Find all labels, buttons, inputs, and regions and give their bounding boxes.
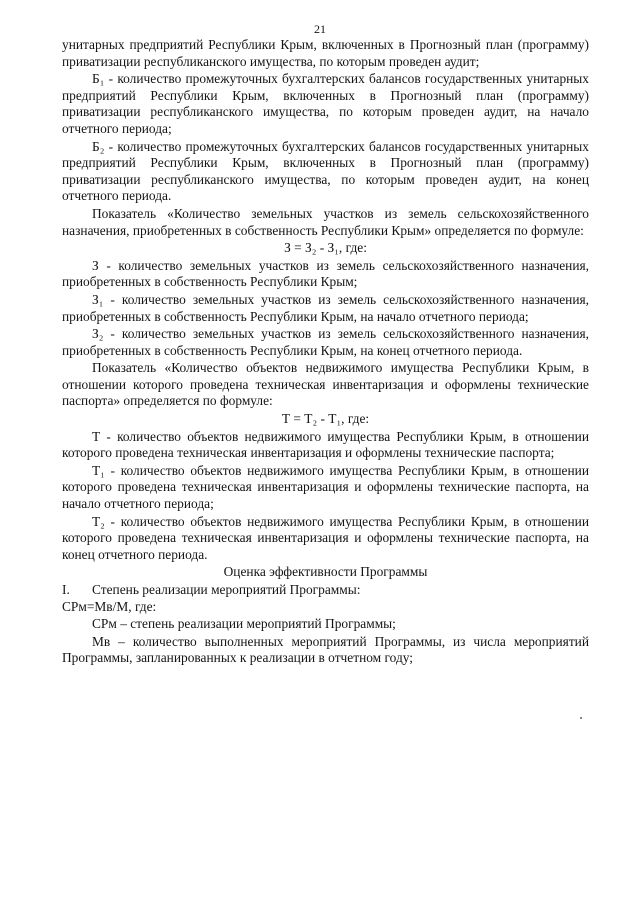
paragraph: З₁ - количество земельных участков из земель сельскохозяйственного назначения, приобретенных в собственность Республики Крым, на начало отчетного периода; <box>62 291 589 324</box>
paragraph-group-low <box>62 429 589 564</box>
paragraph: Б₂ - количество промежуточных бухгалтерских балансов государственных унитарных предприятий Республики Крым, включенных в Прогнозный план (программу) приватизации республиканского имущества, по которым проведен аудит, на конец отчетного периода. <box>62 138 589 204</box>
list-item-1 <box>62 582 589 599</box>
list-item-number: I. <box>62 582 70 597</box>
section-heading: Оценка эффективности Программы <box>223 564 428 580</box>
paragraph: З₂ - количество земельных участков из земель сельскохозяйственного назначения, приобретенных в собственность Республики Крым, на конец отчетного периода. <box>62 326 589 358</box>
definition-mv: Мв – количество выполненных мероприятий Программы, из числа мероприятий Программы, запланированных к реализации в отчетном году; <box>62 633 589 666</box>
paragraph: З - количество земельных участков из земель сельскохозяйственного назначения, приобретенных в собственность Республики Крым; <box>62 257 589 290</box>
paragraph: Показатель «Количество земельных участков из земель сельскохозяйственного назначения, приобретенных в собственность Республики Крым» определяется по формуле: <box>62 205 589 238</box>
definition-srm: СРм – степень реализации мероприятий Программы; <box>92 616 396 632</box>
paragraph: Б₁ - количество промежуточных бухгалтерских балансов государственных унитарных предприятий Республики Крым, включенных в Прогнозный план (программу) приватизации республиканского имущества, по которым проведен аудит, на начало отчетного периода; <box>62 71 589 136</box>
formula-measures: СРм=Мв/М, где: <box>62 598 157 614</box>
document-body <box>62 37 589 668</box>
formula-land-plots: З = З₂ - З₁, где: <box>284 240 367 256</box>
paragraph: Т₂ - количество объектов недвижимого имущества Республики Крым, в отношении которого проведена техническая инвентаризация и оформлены технические паспорта, на конец отчетного периода. <box>62 513 589 562</box>
paragraph: унитарных предприятий Республики Крым, включенных в Прогнозный план (программу) приватизации республиканского имущества, по которым проведен аудит; <box>62 37 589 69</box>
formula-real-estate: Т = Т₂ - Т₁, где: <box>281 411 370 427</box>
paragraph-group-mid <box>62 258 589 410</box>
paragraph: Т - количество объектов недвижимого имущества Республики Крым, в отношении которого проведена техническая инвентаризация и оформлены технические паспорта; <box>62 428 589 461</box>
list-item-title: Степень реализации мероприятий Программы: <box>92 582 361 597</box>
paragraph: Показатель «Количество объектов недвижимого имущества Республики Крым, в отношении которого проведена техническая инвентаризация и оформлены технические паспорта» определяется по формуле: <box>62 360 589 409</box>
paragraph: Т₁ - количество объектов недвижимого имущества Республики Крым, в отношении которого проведена техническая инвентаризация и оформлены технические паспорта, на начало отчетного периода; <box>62 462 589 512</box>
paragraph-group-top <box>62 37 589 239</box>
scan-speck <box>580 717 582 719</box>
page-number: 21 <box>314 22 326 36</box>
